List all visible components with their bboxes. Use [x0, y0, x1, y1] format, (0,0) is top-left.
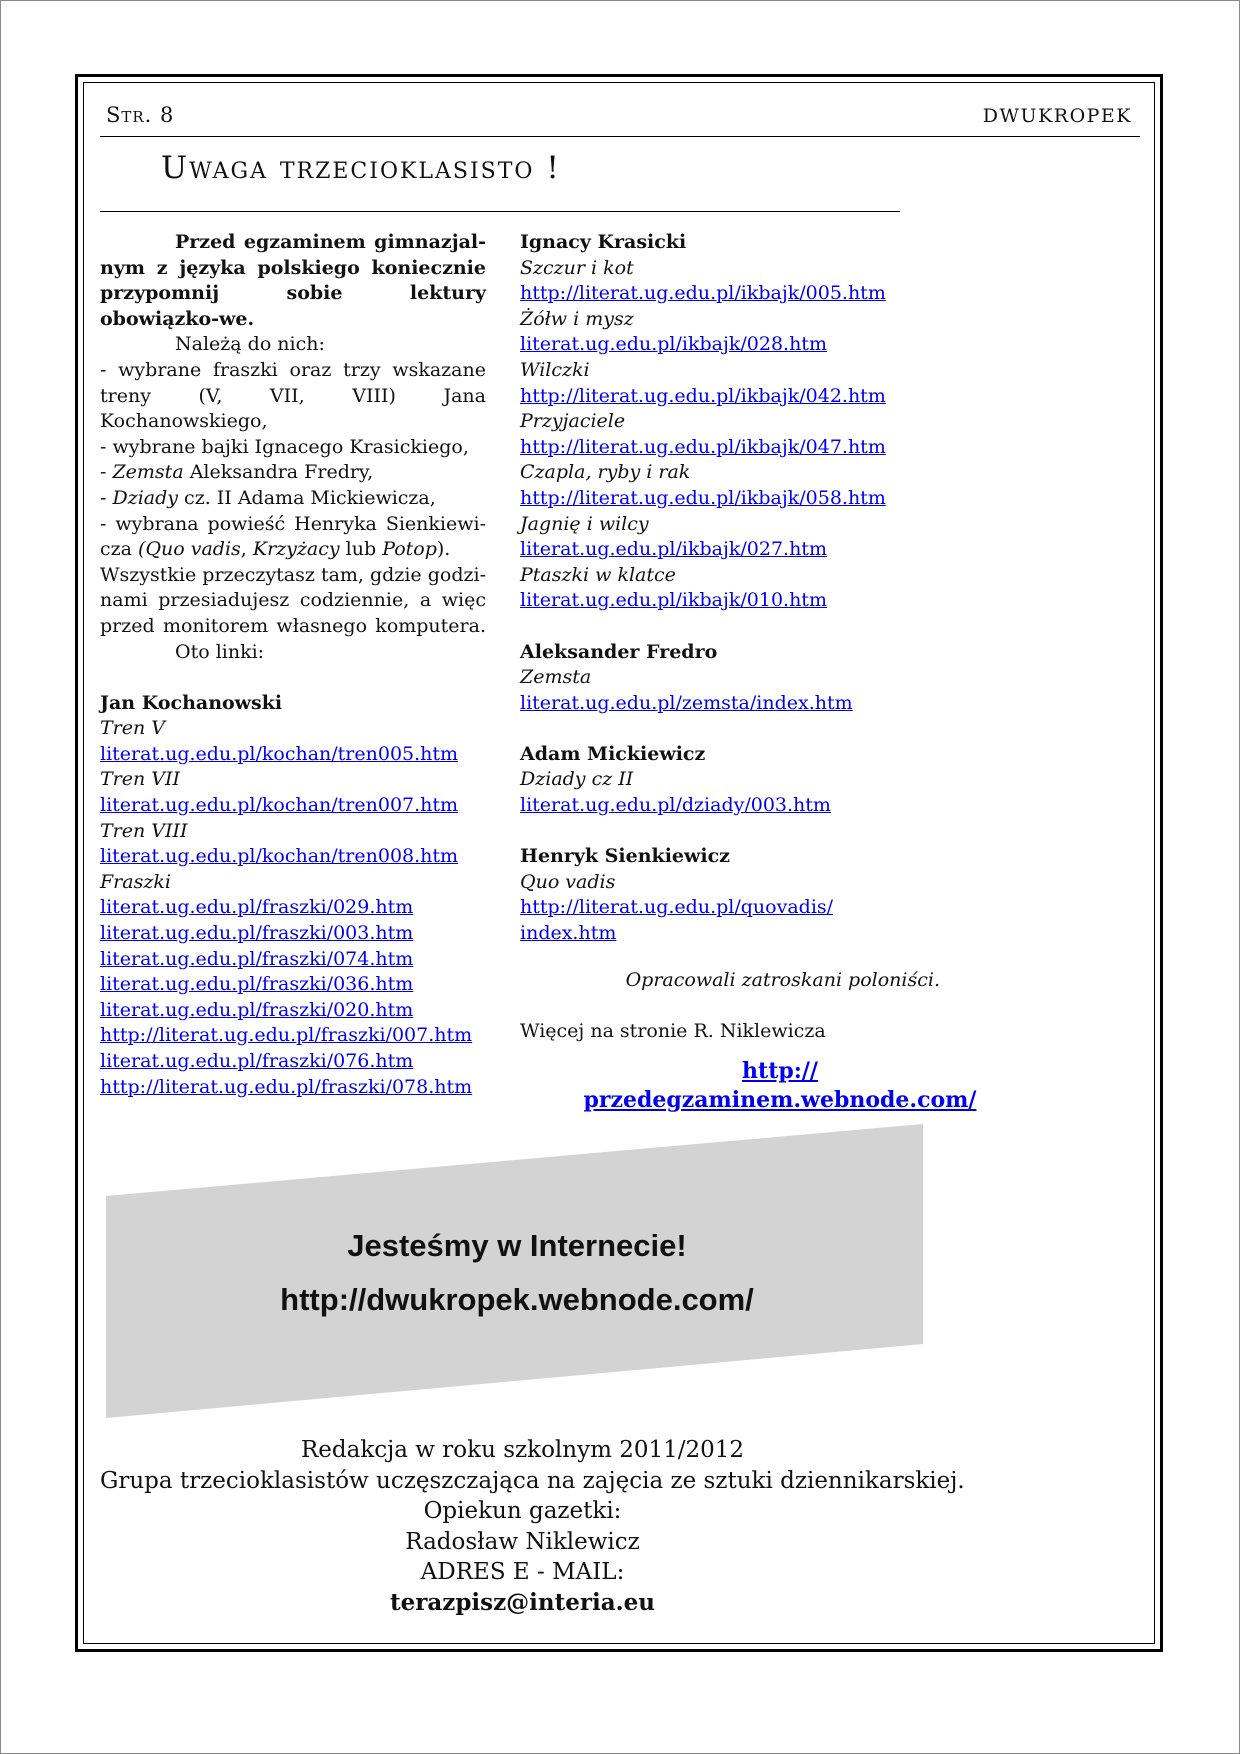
- intro-item-1: - wybrane fraszki oraz trzy wskazane treny (V, VII, VIII) Jana Kochanowskiego,: [100, 358, 486, 433]
- site-link-line-2[interactable]: przedegzaminem.webnode.com/: [583, 1087, 977, 1113]
- author-sienkiewicz: Henryk Sienkiewicz: [520, 845, 730, 868]
- link-bajka[interactable]: http://literat.ug.edu.pl/ikbajk/058.htm: [520, 486, 886, 509]
- link-tren-7[interactable]: literat.ug.edu.pl/kochan/tren007.htm: [100, 794, 459, 817]
- author-mickiewicz: Adam Mickiewicz: [520, 742, 706, 765]
- footer-school-year: Redakcja w roku szkolnym 2011/2012: [300, 1437, 745, 1463]
- author-kochanowski: Jan Kochanowski: [100, 691, 283, 714]
- footer-email-label: ADRES E - MAIL:: [420, 1559, 625, 1585]
- banner-url[interactable]: http://dwukropek.webnode.com/: [280, 1282, 754, 1317]
- author-krasicki: Ignacy Krasicki: [520, 231, 687, 253]
- footer-email[interactable]: terazpisz@interia.eu: [389, 1588, 655, 1616]
- link-tren-5[interactable]: literat.ug.edu.pl/kochan/tren005.htm: [100, 742, 459, 765]
- link-fraszka[interactable]: literat.ug.edu.pl/fraszki/020.htm: [100, 998, 414, 1021]
- more-info-text: Więcej na stronie R. Niklewicza: [520, 1020, 826, 1042]
- link-fraszka[interactable]: literat.ug.edu.pl/fraszki/029.htm: [100, 896, 414, 919]
- item-3-rest: Aleksandra Fredry,: [183, 461, 374, 484]
- work-title: Tren VIII: [100, 819, 188, 842]
- article-title: Uwaga trzecioklasisto !: [161, 150, 561, 186]
- item-4-title: Dziady: [112, 486, 179, 509]
- item-4-prefix: -: [100, 486, 113, 509]
- link-dziady[interactable]: literat.ug.edu.pl/dziady/003.htm: [520, 794, 831, 817]
- link-bajka[interactable]: http://literat.ug.edu.pl/ikbajk/047.htm: [520, 435, 886, 458]
- work-title: Zemsta: [520, 666, 592, 689]
- link-tren-8[interactable]: literat.ug.edu.pl/kochan/tren008.htm: [100, 845, 459, 868]
- work-title: Czapla, ryby i rak: [520, 461, 691, 484]
- link-zemsta[interactable]: literat.ug.edu.pl/zemsta/index.htm: [520, 691, 853, 714]
- link-fraszka[interactable]: literat.ug.edu.pl/fraszki/076.htm: [100, 1050, 414, 1072]
- intro-closing: Wszystkie przeczytasz tam, gdzie godzi-nami przesiadujesz codziennie, a więc przed monitorem własnego komputera.: [100, 563, 486, 637]
- author-credit: Opracowali zatroskani poloniści.: [625, 969, 940, 991]
- page-number: Str. 8: [106, 103, 175, 127]
- work-title: Ptaszki w klatce: [520, 563, 676, 586]
- footer-group: Grupa trzecioklasistów uczęszczająca na zajęcia ze sztuki dziennikarskiej.: [100, 1467, 965, 1494]
- site-link-line-1[interactable]: http://: [742, 1058, 818, 1084]
- intro-item-2: - wybrane bajki Ignacego Krasickiego,: [100, 435, 469, 458]
- item-5-title-1: (Quo vadis: [138, 538, 241, 561]
- item-5-prefix: - wybrana powieść Henryka Sienkiewi-cza: [100, 512, 486, 561]
- link-fraszka[interactable]: http://literat.ug.edu.pl/fraszki/078.htm: [100, 1075, 473, 1098]
- link-bajka[interactable]: http://literat.ug.edu.pl/ikbajk/042.htm: [520, 384, 886, 407]
- link-bajka[interactable]: http://literat.ug.edu.pl/ikbajk/005.htm: [520, 282, 886, 305]
- link-bajka[interactable]: literat.ug.edu.pl/ikbajk/010.htm: [520, 589, 827, 612]
- work-title: Jagnię i wilcy: [520, 512, 649, 535]
- editorial-footer: [100, 1435, 965, 1618]
- item-3-title: Zemsta: [112, 461, 184, 484]
- intro-lead: Przed egzaminem gimnazjal-nym z języka polskiego koniecznie przypomnij sobie lektury obowiązko-we.: [100, 231, 486, 330]
- footer-supervisor-label: Opiekun gazetki:: [423, 1498, 622, 1524]
- link-quo-vadis[interactable]: http://literat.ug.edu.pl/quovadis/: [520, 896, 834, 919]
- item-3-prefix: -: [100, 461, 113, 484]
- link-bajka[interactable]: literat.ug.edu.pl/ikbajk/027.htm: [520, 538, 827, 561]
- intro-links-intro: Oto linki:: [175, 640, 265, 663]
- work-title: Dziady cz II: [520, 768, 634, 791]
- item-5-title-2: Krzyżacy: [252, 538, 340, 561]
- link-bajka[interactable]: literat.ug.edu.pl/ikbajk/028.htm: [520, 333, 827, 356]
- work-title: Szczur i kot: [520, 256, 634, 279]
- author-fredro: Aleksander Fredro: [520, 640, 718, 663]
- work-title: Żółw i mysz: [520, 307, 634, 330]
- link-fraszka[interactable]: literat.ug.edu.pl/fraszki/074.htm: [100, 947, 414, 970]
- work-title: Tren V: [100, 717, 165, 740]
- link-fraszka[interactable]: literat.ug.edu.pl/fraszki/003.htm: [100, 922, 414, 945]
- item-4-rest: cz. II Adama Mickiewicza,: [178, 486, 436, 509]
- work-title: Wilczki: [520, 358, 590, 381]
- item-5-end: ).: [436, 538, 451, 561]
- item-5-title-3: Potop: [382, 538, 437, 561]
- banner-heading: Jesteśmy w Internecie!: [347, 1228, 687, 1263]
- item-5-mid: lub: [339, 538, 383, 561]
- link-fraszka[interactable]: literat.ug.edu.pl/fraszki/036.htm: [100, 973, 414, 996]
- intro-list-intro: Należą do nich:: [175, 333, 325, 356]
- work-title: Przyjaciele: [520, 410, 626, 433]
- work-title: Quo vadis: [520, 870, 616, 893]
- publication-name: DWUKROPEK: [982, 105, 1132, 127]
- link-quo-vadis-cont[interactable]: index.htm: [520, 922, 617, 945]
- footer-supervisor-name: Radosław Niklewicz: [405, 1528, 640, 1555]
- item-5-sep: ,: [240, 538, 253, 561]
- link-fraszka[interactable]: http://literat.ug.edu.pl/fraszki/007.htm: [100, 1024, 473, 1047]
- work-title: Tren VII: [100, 768, 181, 791]
- work-title: Fraszki: [100, 870, 171, 893]
